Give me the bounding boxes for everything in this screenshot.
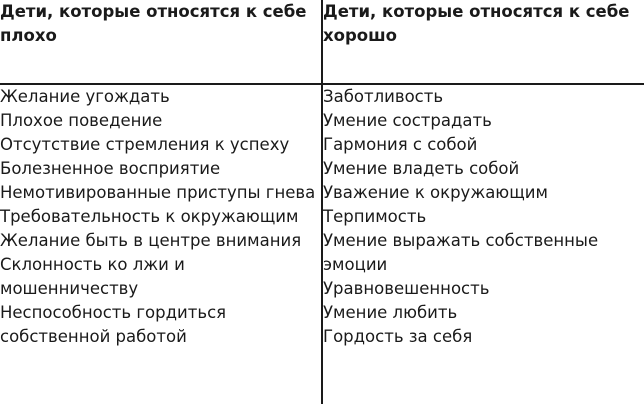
list-item: Уважение к окружающим: [323, 183, 548, 202]
list-item: Отсутствие стремления к успеху: [0, 135, 290, 154]
header-row: [0, 0, 644, 84]
list-item: Умение любить: [323, 303, 458, 322]
list-item: Желание угождать: [0, 87, 170, 106]
list-item: Неспособность гордиться собственной работой: [0, 303, 227, 346]
list-item: Немотивированные приступы гнева: [0, 183, 316, 202]
list-item: Болезненное восприятие: [0, 159, 221, 178]
list-item: Желание быть в центре внимания: [0, 231, 302, 250]
list-item: Заботливость: [323, 87, 444, 106]
right-column-body: [322, 84, 644, 404]
body-row: [0, 84, 644, 404]
list-item: Умение выражать собственные эмоции: [323, 231, 599, 274]
left-traits-list: [0, 85, 321, 349]
left-column-body: [0, 84, 322, 404]
list-item: Умение владеть собой: [323, 159, 520, 178]
right-column-header: Дети, которые относятся к себе хорошо: [322, 0, 644, 84]
list-item: Гармония с собой: [323, 135, 478, 154]
list-item: Терпимость: [323, 207, 427, 226]
list-item: Требовательность к окружающим: [0, 207, 299, 226]
list-item: Уравновешенность: [323, 279, 490, 298]
right-traits-list: [323, 85, 644, 349]
list-item: Склонность ко лжи и мошенничеству: [0, 255, 185, 298]
left-column-header: Дети, которые относятся к себе плохо: [0, 0, 322, 84]
list-item: Гордость за себя: [323, 327, 473, 346]
list-item: Умение сострадать: [323, 111, 492, 130]
list-item: Плохое поведение: [0, 111, 163, 130]
